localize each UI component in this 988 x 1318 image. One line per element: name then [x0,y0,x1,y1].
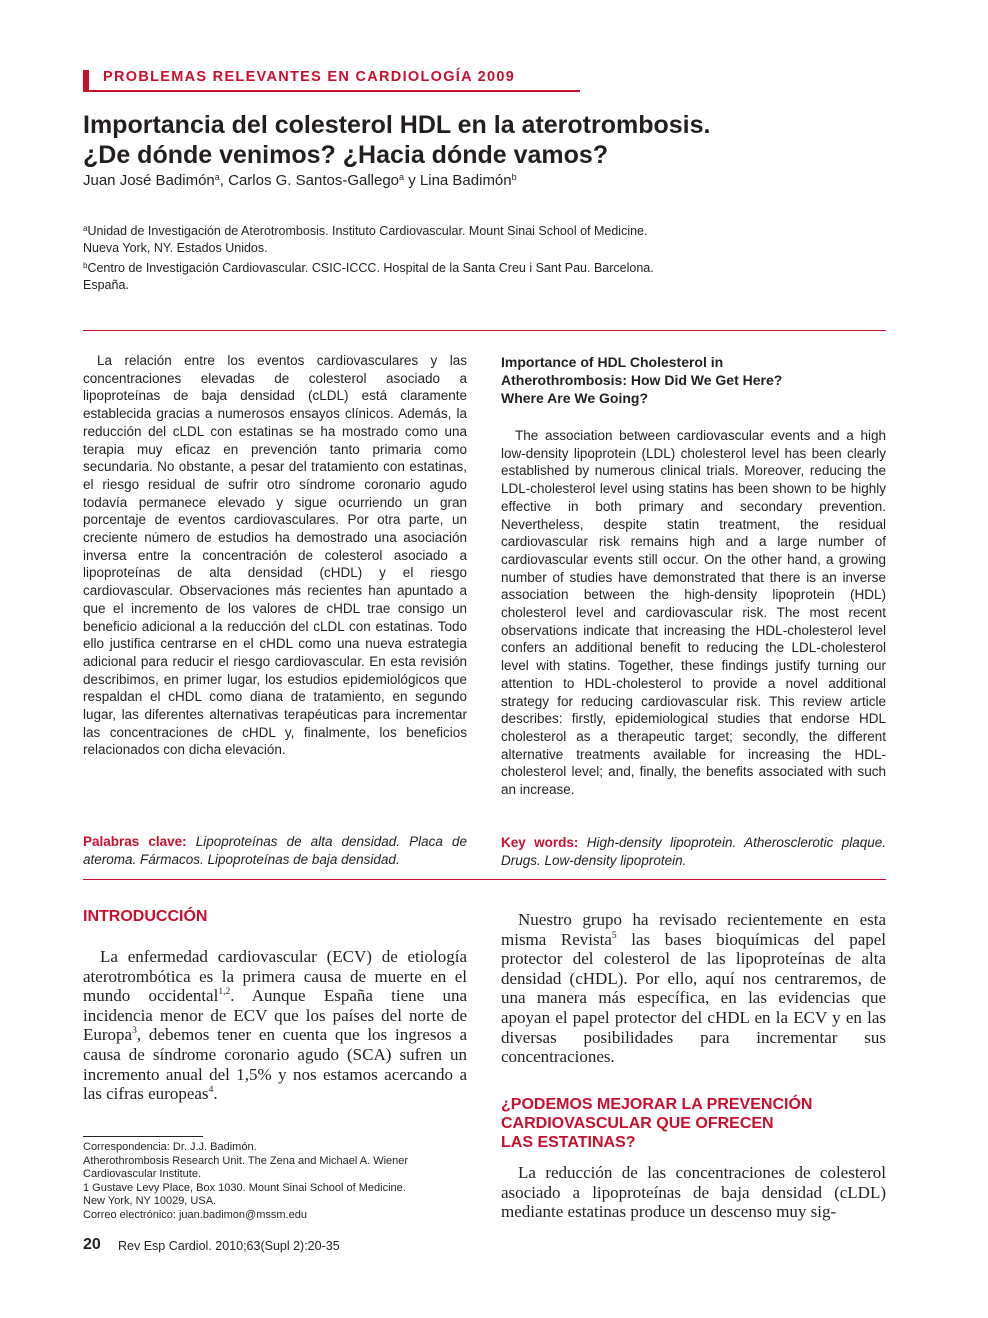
footnote-line: New York, NY 10029, USA. [83,1195,217,1207]
author-affiliation-mark: b [511,172,517,182]
citation-ref: 5 [611,930,617,941]
section-heading-line-3: LAS ESTATINAS? [501,1134,636,1151]
affiliation-b-location: España. [83,278,129,292]
paragraph-text: . [213,1084,218,1104]
footnote-line: Correspondencia: Dr. J.J. Badimón. [83,1141,257,1153]
keywords-english [501,834,886,870]
author-affiliation-mark: a [399,172,405,182]
abstract-spanish: La relación entre los eventos cardiovasculares y las concentraciones elevadas de colesterol asociado a lipoproteínas de baja densidad (cLDL) está claramente establecida gracias a numerosos ensayos clínicos. Además, la reducción del cLDL con estatinas se ha mostrado como una terapia muy eficaz en prevención tanto primaria como secundaria. No obstante, a pesar del tratamiento con estatinas, el riesgo residual de sufrir otro síndrome coronario agudo todavía permanece elevado y sigue ocurriendo un gran porcentaje de eventos cardiovasculares. Por otra parte, un creciente número de estudios ha demostrado una asociación inversa entre la concentración de colesterol asociado a lipoproteínas de alta densidad (cHDL) y el riesgo cardiovascular. Observaciones más recientes han apuntado a que el incremento de los valores de cHDL trae consigo un beneficio adicional a la reducción del cLDL con estatinas. Todo ello justifica centrarse en el cHDL como una nueva estrategia adicional para reducir el riesgo cardiovascular. En esta revisión describimos, en primer lugar, los estudios epidemiológicos que respaldan el cHDL como diana de tratamiento, en segundo lugar, las diferentes alternativas terapéuticas para incrementar las concentraciones de cHDL y, finalmente, los beneficios relacionados con dicha elevación. [83,353,467,758]
affiliation-b [83,257,883,277]
author-separator: , [219,172,229,189]
keywords-text: High-density lipoprotein. Atherosclerotic plaque. Drugs. Low-density lipoprotein. [501,835,886,868]
keywords-text: Lipoproteínas de alta densidad. Placa de ateroma. Fármacos. Lipoproteínas de baja densidad. [83,834,467,867]
abstract-bottom-rule [83,879,886,880]
keywords-label: Key words: [501,835,579,850]
paragraph-text: las bases bioquímicas del papel protector del colesterol de las lipoproteínas de alta densidad (cHDL). Por ello, aquí nos centraremos, de una manera más específica, en las evidencias que apoyan el papel protector del cHDL en la ECV y en las diversas posibilidades para incrementar sus concentraciones. [501,929,887,1067]
section-label: PROBLEMAS RELEVANTES EN CARDIOLOGÍA 2009 [103,69,516,85]
prevention-paragraph: La reducción de las concentraciones de colesterol asociado a lipoproteínas de baja densidad (cLDL) mediante estatinas produce un descenso muy sig- [501,1163,886,1222]
footnote-rule [83,1136,203,1137]
affiliations [83,220,883,294]
section-heading-introduction: INTRODUCCIÓN [83,908,208,925]
keywords-spanish [83,833,467,869]
article-title-line-2: ¿De dónde venimos? ¿Hacia dónde vamos? [83,141,609,169]
footnote-line: Atherothrombosis Research Unit. The Zena and Michael A. Wiener [83,1154,409,1167]
author-name: Juan José Badimón [83,172,215,189]
affiliation-a [83,220,883,240]
citation-ref: 1,2 [218,987,231,998]
keywords-label: Palabras clave: [83,834,187,849]
paragraph-text: , debemos tener en cuenta que los ingresos a causa de síndrome coronario agudo (SCA) sufren un incremento anual del 1,5% y nos estamos acercando a las cifras europeas [83,1025,467,1104]
article-title [83,110,883,170]
introduction-paragraph [83,947,467,1104]
affiliation-mark: b [83,261,88,270]
abstract-english-title-line-1: Importance of HDL Cholesterol in [501,354,724,370]
footnote-email: Correo electrónico: juan.badimon@mssm.edu [83,1208,307,1221]
abstract-english-title-line-2: Atherothrombosis: How Did We Get Here? [501,372,783,388]
paragraph-text: La enfermedad cardiovascular (ECV) de etiología aterotrombótica es la primera causa de muerte en el mundo occidental [83,947,467,1006]
section-label-underline [83,90,580,92]
paragraph-text: Nuestro grupo ha revisado recientemente en esta misma Revista [501,910,886,949]
right-column-paragraph [501,910,886,1067]
affiliation-text: Centro de Investigación Cardiovascular. CSIC-ICCC. Hospital de la Santa Creu i Sant Pau. Barcelona. [87,261,654,275]
journal-reference: Rev Esp Cardiol. 2010;63(Supl 2):20-35 [118,1239,340,1253]
author-name: Carlos G. Santos-Gallego [228,172,400,189]
affiliation-mark: a [83,224,88,233]
abstract-english-title-line-3: Where Are We Going? [501,390,649,406]
author-list [83,172,517,189]
page-number: 20 [83,1236,101,1253]
affiliation-a-location: Nueva York, NY. Estados Unidos. [83,241,268,255]
correspondence-footnote [83,1141,467,1222]
footnote-line: Cardiovascular Institute. [83,1168,201,1180]
section-heading-line-1: ¿PODEMOS MEJORAR LA PREVENCIÓN [501,1096,813,1113]
paragraph-text: . Aunque España tiene una incidencia menor de ECV que los países del norte de Europa [83,986,467,1045]
section-label-marker [83,70,89,90]
affiliation-text: Unidad de Investigación de Aterotrombosis. Instituto Cardiovascular. Mount Sinai School of Medicine. [87,224,648,238]
article-title-line-1: Importancia del colesterol HDL en la aterotrombosis. [83,111,711,139]
footnote-line: 1 Gustave Levy Place, Box 1030. Mount Sinai School of Medicine. [83,1181,406,1194]
citation-ref: 3 [132,1026,137,1037]
author-name: Lina Badimón [419,172,512,189]
abstract-english-title [501,353,886,407]
section-heading-line-2: CARDIOVASCULAR QUE OFRECEN [501,1115,774,1132]
abstract-english: The association between cardiovascular events and a high low-density lipoprotein (LDL) cholesterol level has been clearly established by numerous clinical trials. Moreover, reducing the LDL-cholesterol level using statins has been shown to be highly effective in both primary and secondary prevention. Nevertheless, despite statin treatment, the residual cardiovascular risk remains high and a large number of cardiovascular events still occur. On the other hand, a growing number of studies have demonstrated that there is an inverse association between the high-density lipoprotein (HDL) cholesterol level and cardiovascular risk. The most recent observations indicate that increasing the HDL-cholesterol level confers an additional benefit to reducing the LDL-cholesterol level with statins. Together, these findings justify turning our attention to HDL-cholesterol to provide a novel additional strategy for reducing cardiovascular risk. This review article describes: firstly, epidemiological studies that endorse HDL cholesterol as a therapeutic target; secondly, the different alternative treatments available for increasing the HDL-cholesterol level; and, finally, the benefits associated with such an increase. [501,428,886,798]
section-heading-prevention [501,1095,886,1152]
citation-ref: 4 [208,1085,214,1096]
abstract-top-rule [83,330,886,331]
author-separator: y [404,172,420,189]
author-affiliation-mark: a [214,172,220,182]
